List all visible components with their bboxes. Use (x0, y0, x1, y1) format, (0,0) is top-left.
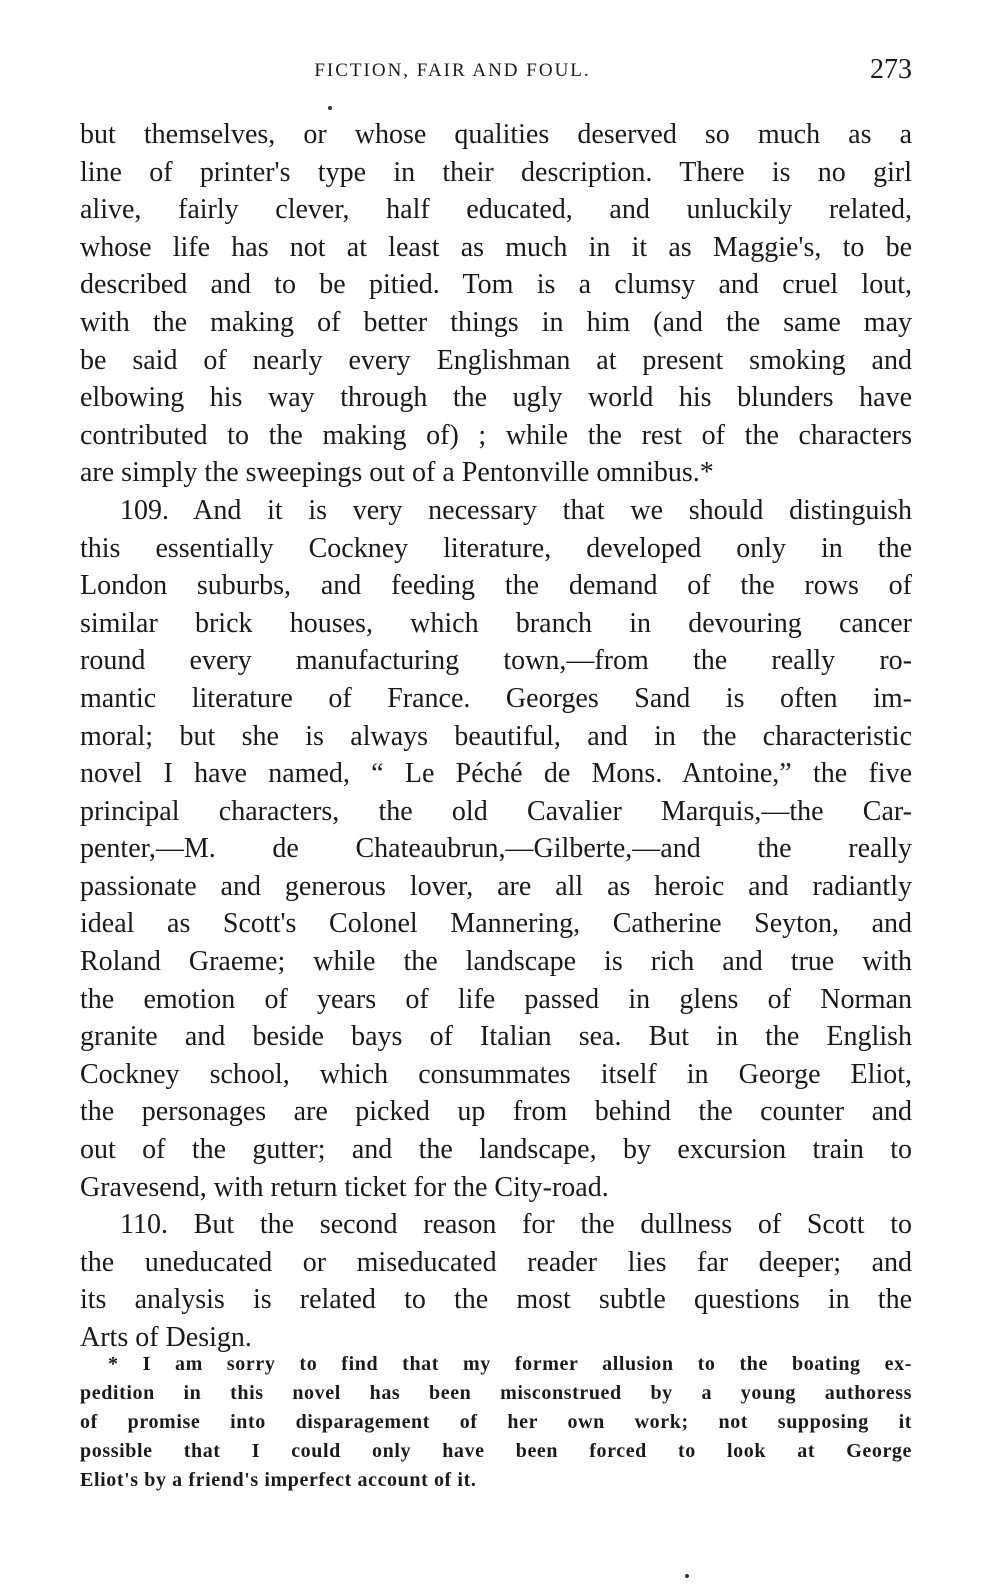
text-line: its analysis is related to the most subtle questions in the (80, 1284, 912, 1316)
text-line: ideal as Scott's Colonel Mannering, Catherine Seyton, and (80, 908, 912, 940)
text-line: mantic literature of France. Georges Sand is often im- (80, 682, 912, 714)
text-line: contributed to the making of) ; while the rest of the characters (80, 419, 912, 451)
text-line: line of printer's type in their description. There is no girl (80, 156, 912, 188)
text-line: principal characters, the old Cavalier Marquis,—the Car- (80, 795, 912, 827)
text-line: the emotion of years of life passed in glens of Norman (80, 983, 912, 1015)
text-line: described and to be pitied. Tom is a clumsy and cruel lout, (80, 269, 912, 301)
text-line: Cockney school, which consummates itself in George Eliot, (80, 1058, 912, 1090)
text-line: moral; but she is always beautiful, and in the characteristic (80, 720, 912, 752)
text-line: granite and beside bays of Italian sea. But in the English (80, 1021, 912, 1053)
footnote-line: possible that I could only have been forced to look at George (80, 1440, 912, 1462)
text-line: elbowing his way through the ugly world his blunders have (80, 382, 912, 414)
paragraph-110-start: 110. But the second reason for the dullness of Scott to (120, 1209, 912, 1241)
text-line: be said of nearly every Englishman at present smoking and (80, 344, 912, 376)
text-line: with the making of better things in him (and the same may (80, 306, 912, 338)
running-title: FICTION, FAIR AND FOUL. (314, 60, 591, 81)
paragraph-109-start: 109. And it is very necessary that we should distinguish (120, 494, 912, 526)
page-header (80, 50, 912, 100)
text-line: but themselves, or whose qualities deserved so much as a (80, 119, 912, 150)
footnote-line: * I am sorry to find that my former allusion to the boating ex- (108, 1353, 912, 1375)
text-line: this essentially Cockney literature, developed only in the (80, 532, 912, 564)
footnote-line: pedition in this novel has been misconstrued by a young authoress (80, 1382, 912, 1404)
speck-mark (328, 106, 332, 110)
footnote-line: Eliot's by a friend's imperfect account of it. (80, 1469, 477, 1491)
text-line: Roland Graeme; while the landscape is rich and true with (80, 946, 912, 978)
text-line: alive, fairly clever, half educated, and unluckily related, (80, 194, 912, 226)
body-text (80, 116, 912, 1357)
footnote (80, 1350, 912, 1495)
text-line: the uneducated or miseducated reader lies far deeper; and (80, 1246, 912, 1278)
text-line: whose life has not at least as much in it as Maggie's, to be (80, 231, 912, 263)
text-line: are simply the sweepings out of a Pentonville omnibus.* (80, 457, 714, 489)
text-line: novel I have named, “ Le Péché de Mons. Antoine,” the five (80, 758, 912, 790)
text-line: London suburbs, and feeding the demand of the rows of (80, 570, 912, 602)
text-line: passionate and generous lover, are all as heroic and radiantly (80, 870, 912, 902)
text-line: Arts of Design. (80, 1322, 252, 1353)
text-line: out of the gutter; and the landscape, by excursion train to (80, 1134, 912, 1166)
text-line: round every manufacturing town,—from the really ro- (80, 645, 912, 677)
text-line: similar brick houses, which branch in devouring cancer (80, 607, 912, 639)
footnote-line: of promise into disparagement of her own work; not supposing it (80, 1411, 912, 1433)
speck-mark (685, 1574, 689, 1578)
text-line: the personages are picked up from behind the counter and (80, 1096, 912, 1128)
page-number: 273 (870, 54, 912, 85)
text-line: penter,—M. de Chateaubrun,—Gilberte,—and the really (80, 833, 912, 865)
text-line: Gravesend, with return ticket for the City-road. (80, 1171, 609, 1203)
